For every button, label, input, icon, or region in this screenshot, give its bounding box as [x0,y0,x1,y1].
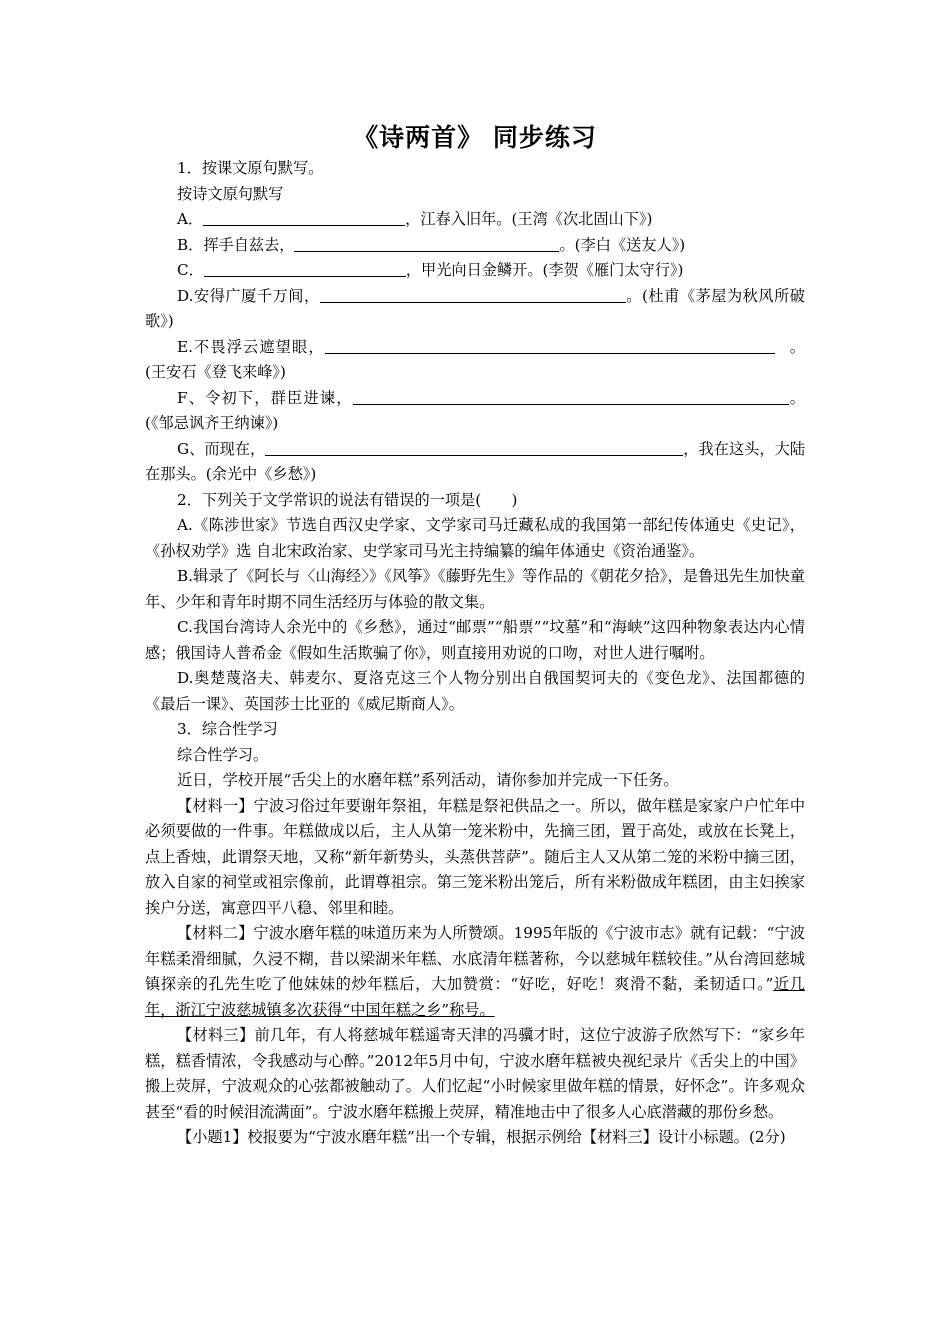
q1-item-a [145,207,805,233]
q1-b-suffix: 。(李白《送友人》) [559,235,686,254]
sub-question-1: 【小题1】校报要为“宁波水磨年糕”出一个专辑，根据示例给【材料三】设计小标题。(2分) [177,1128,786,1146]
q1-g-suffix: ，我在这头，大陆在那头。(余光中《乡愁》) [145,439,806,483]
material-3: 【材料三】前几年，有人将慈城年糕遥寄天津的冯骥才时，这位宁波游子欣然写下：“家乡年糕，糕香情浓，令我感动与心醉。”2012年5月中旬，宁波水磨年糕被央视纪录片《舌尖上的中国》搬上荧屏，宁波观众的心弦都被触动了。人们忆起“小时候家里做年糕的情景，好怀念”。许多观众甚至“看的时候泪流满面”。宁波水磨年糕搬上荧屏，精准地击中了很多人心底潜藏的那份乡愁。 [145,1026,805,1121]
q1-f-suffix: 。(《邹忌讽齐王纳谏》) [145,388,805,432]
q1-c-prefix: C． [177,261,204,279]
question-3-sub: 综合性学习。 [177,745,269,764]
question-2-heading: 2．下列关于文学常识的说法有错误的一项是( ) [177,490,518,509]
q1-e-suffix: 。(王安石《登飞来峰》) [145,337,805,381]
q1-item-d [145,284,805,335]
q1-item-g [145,437,805,488]
material-2-text: 【材料二】宁波水磨年糕的味道历来为人所赞颂。1995年版的《宁波市志》就有记载：“宁波年糕柔滑细腻，久浸不糊，昔以梁湖米年糕、水底清年糕著称，今以慈城年糕较佳。”从台湾回慈城镇探亲的孔先生吃了他妹妹的炒年糕后，大加赞赏：“好吃，好吃！爽滑不黏，柔韧适口。” [145,924,805,993]
question-1-heading: 1．按课文原句默写。 [177,159,324,177]
answer-blank-g[interactable] [265,440,683,456]
q1-g-prefix: G、而现在， [177,439,266,458]
q2-option-b: B.辑录了《阿长与〈山海经〉》《风筝》《藤野先生》等作品的《朝花夕拾》，是鲁迅先生加快童年、少年和青年时期不同生活经历与体验的散文集。 [145,567,805,611]
q1-e-prefix: E.不畏浮云遮望眼， [177,337,325,356]
q1-d-suffix: 。(杜甫《茅屋为秋风所破歌》) [145,286,805,330]
q1-a-prefix: A． [177,210,204,228]
answer-blank-e[interactable] [325,338,775,354]
q1-item-b [145,233,805,259]
answer-blank-d[interactable] [320,287,626,303]
question-3-heading: 3．综合性学习 [177,720,278,738]
q2-option-d: D.奥楚蔑洛夫、韩麦尔、夏洛克这三个人物分别出自俄国契诃夫的《变色龙》、法国都德的《最后一课》、英国莎士比亚的《威尼斯商人》。 [145,669,805,713]
answer-blank-c[interactable] [204,261,406,277]
q2-option-a: A.《陈涉世家》节选自西汉史学家、文学家司马迁藏私成的我国第一部纪传体通史《史记》，《孙权劝学》选 自北宋政治家、史学家司马光主持编纂的编年体通史《资治通鉴》。 [145,516,805,560]
worksheet-content [145,156,805,1151]
q1-a-suffix: ，江春入旧年。(王湾《次北固山下》) [405,210,653,228]
q1-f-prefix: F、令初下，群臣进谏， [177,388,353,407]
q1-item-f [145,386,805,437]
q1-b-prefix: B．挥手自兹去， [177,235,295,254]
material-1: 【材料一】宁波习俗过年要谢年祭祖，年糕是祭祀供品之一。所以，做年糕是家家户户忙年中必须要做的一件事。年糕做成以后，主人从第一笼米粉中，先摘三团，置于高处，或放在长凳上，点上香烛，此谓祭天地，又称“新年新势头，头蒸供菩萨”。随后主人又从第二笼的米粉中摘三团，放入自家的祠堂或祖宗像前，此谓尊祖宗。第三笼米粉出笼后，所有米粉做成年糕团，由主妇挨家挨户分送，寓意四平八稳、邻里和睦。 [145,796,805,917]
q1-item-c [145,258,805,284]
q1-d-prefix: D.安得广厦千万间， [177,286,320,305]
material-2-underlined: 近几年，浙江宁波慈城镇多次获得“中国年糕之乡”称号。 [145,975,805,1019]
q3-intro: 近日，学校开展“舌尖上的水磨年糕”系列活动，请你参加并完成一下任务。 [177,771,679,789]
answer-blank-a[interactable] [203,210,405,226]
answer-blank-f[interactable] [353,389,789,405]
page-title: 《诗两首》 同步练习 [353,123,597,152]
question-1-sub: 按诗文原句默写 [177,184,284,203]
q2-option-c: C.我国台湾诗人余光中的《乡愁》，通过“邮票”“船票”“坟墓”和“海峡”这四种物象表达内心情感；俄国诗人普希金《假如生活欺骗了你》，则直接用劝说的口吻，对世人进行嘱咐。 [145,618,805,662]
material-2 [145,921,805,1023]
q1-item-e [145,335,805,386]
answer-blank-b[interactable] [294,236,559,252]
q1-c-suffix: ，甲光向日金鳞开。(李贺《雁门太守行》) [405,261,684,279]
